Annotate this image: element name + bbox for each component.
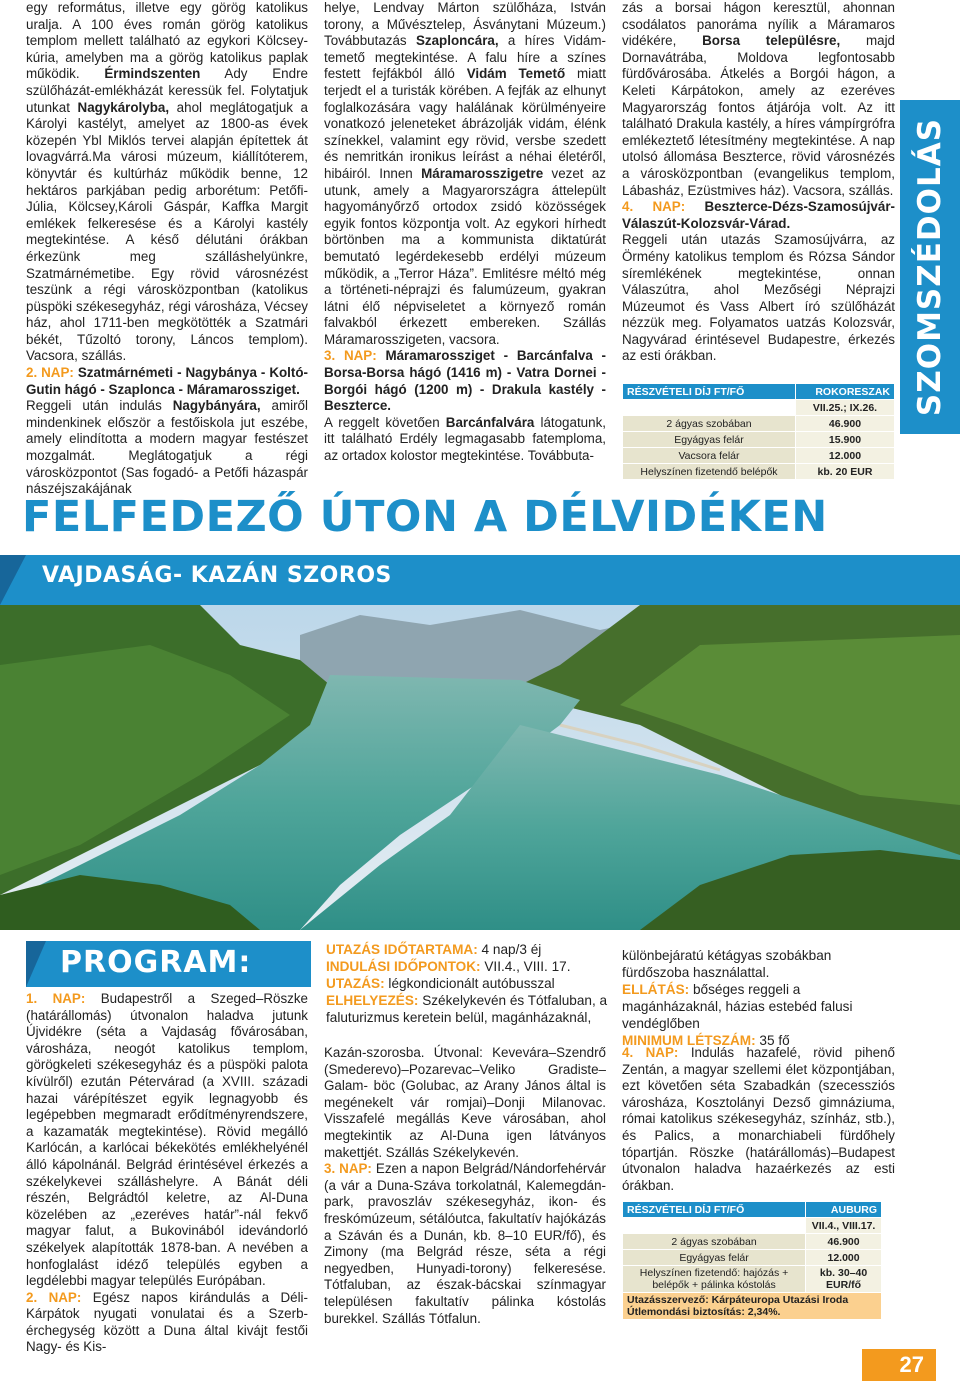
table-row-value: 46.900 xyxy=(806,1234,882,1250)
text-segment: egy református, illetve egy görög katolikus uralja. A 100 éves román görög katolikus templom mellett található az egykori Kölcsey-kúria, amelyben ma a görög katolikus paplak működik. xyxy=(26,0,308,82)
day-number: 3. NAP: xyxy=(324,348,377,364)
text-segment: Budapestről a Szeged–Röszke (határállomás) útvonalon haladva jutunk Újvidékre (séta a Vajdaság fővárosában, városháza, neogót katolikus templom, görögkeleti székesegyház és a püspöki palota kívülről) ezután Pétervárad (a XVIII. századi hazai várépítészet egyik legnagyobb és legépebben megmaradt erődítményrendszere, a kazamaták megtekintése). Rövid megálló Karlócán, a karlócai békekötés emlékhelyénél álló kápolnánál. Belgrád érintésével érkezés a székelykevei szálláshelyre. A Bánát déli részén, Belgrádtól keletre, az Al-Duna közelében az „ezeréves határ”-nál fekvő magyar falut, a Bukovinából idevándorló székelyek alapították 1878-ban. A nevében a honfoglalást idéző település egyben a legdélebbi magyar település Európában. xyxy=(26,991,309,1289)
table-note: Utazásszervező: Kárpáteuropa Utazási Iroda Útlemondási biztosítás: 2,34%. xyxy=(623,1293,882,1320)
table-header-label: RÉSZVÉTELI DÍJ FT/FŐ xyxy=(623,384,796,400)
bottom-column-1 xyxy=(26,991,308,1356)
place-name: Érmindszenten xyxy=(104,66,201,82)
text-segment: látogatunk, itt található Erdély legmagasabb fatemploma, az ortadox kolostor megtekintése. Továbbuta- xyxy=(324,414,606,464)
info-value: légkondicionált autóbusszal xyxy=(384,976,555,991)
table-dates: VII.25.; IX.26. xyxy=(795,400,894,416)
text-segment: miatt terjedt el a turisták körében. A fejfák az elhunyt foglalkozására vagy halálának körülményeire vonatkozó jeleneteket ábrázolják vidám, élénk színekkel, valamint egy rövid, versbe szedett és nemritkán ironikus leírást a néhai életéről, hibáiról. Innen xyxy=(324,66,606,181)
text-segment: Reggeli után utazás Szamosújvárra, az Örmény katolikus templom és Rózsa Sándor síremlékének megtekintése, onnan Válaszútra, ahol Mezőségi Néprajzi Múzeumot és Vass Albert író szülőházát nézzük meg. Folyamatos uatzás Kolozsvár, Nagyvárad érintésevel Budapestre, érkezés az esti órákban. xyxy=(622,232,895,364)
info-key: ELHELYEZÉS: xyxy=(326,993,419,1008)
day-number: 2. NAP: xyxy=(26,1289,82,1305)
table-row-label: Vacsora felár xyxy=(623,448,796,464)
table-row xyxy=(623,464,895,480)
day-number: 2. NAP: xyxy=(26,365,74,381)
table-dates: VII.4., VIII.17. xyxy=(806,1218,882,1234)
table-row xyxy=(623,448,895,464)
info-key: UTAZÁS: xyxy=(326,976,385,991)
info-value: Székelykevén és Tótfaluban, a faluturizmus keretein belül, magánházaknál, xyxy=(326,993,608,1025)
info-value: különbejáratú kétágyas szobákban fürdőszoba használattal. xyxy=(622,948,832,980)
text-segment: A reggelt követően xyxy=(324,414,446,430)
band-fold-tip-decoration xyxy=(0,555,26,605)
table-row xyxy=(623,1266,882,1293)
info-value: 4 nap/3 éj xyxy=(477,942,542,957)
table-row xyxy=(623,1218,882,1234)
text-segment: ahol meglátogatjuk a Károlyi kastélyt, amelyet az 1800-as évek közepén Ybl Miklós tervei alapján építettek át lovagvárrá.Ma városi múzeum, kiállítóterem, könyvtár és kultúrház működik benne, 12 hektáros parkjában pedig arborétum: Petőfi-Júlia, Kölcsey,Károli Gáspár, Kaffka Margit emlékek felkeresése és a Károlyi kastély megtekintése. A késő délutáni órákban érkezünk meg szálláshelyünkre, Szatmárnémetibe. Egy rövid városnézést teszünk a régi városközpontban (katolikus püspöki székesegyház, régi városháza, Vécsey ház, ahol 1711-ben megkötötték a Szatmári békét, Tűzoltó torony, Láncos templom). Vacsora, szállás. xyxy=(26,99,308,364)
info-key: INDULÁSI IDŐPONTOK: xyxy=(326,959,481,974)
info-value: VII.4., VIII. 17. xyxy=(480,959,571,974)
text-segment: Reggeli után indulás xyxy=(26,398,173,414)
top-column-1 xyxy=(26,0,308,498)
table-note-row xyxy=(623,1293,882,1320)
text-segment: zás a borsai hágon keresztül, ahonnan csodálatos panoráma nyílik a Máramaros vidékére, xyxy=(622,0,895,49)
trip-info-box xyxy=(326,941,611,1026)
text-segment: Ady Endre szülőházát-emlékházát keressük fel. Folytatjuk utunkat xyxy=(26,66,308,115)
table-row xyxy=(623,432,895,448)
day-number: 1. NAP: xyxy=(26,991,86,1006)
table-row-label: Helyszínen fizetendő belépők xyxy=(623,464,796,480)
bottom-column-3 xyxy=(622,1045,895,1194)
section-side-tab-label: SZOMSZÉDOLÁS xyxy=(912,117,948,417)
page-subtitle: VAJDASÁG- KAZÁN SZOROS xyxy=(42,563,392,588)
program-heading: PROGRAM: xyxy=(60,945,252,980)
section-side-tab xyxy=(900,100,960,434)
table-row xyxy=(623,416,895,432)
place-name: Nagybányára, xyxy=(172,398,261,414)
price-table-2 xyxy=(622,1201,882,1320)
table-row-label: 2 ágyas szobában xyxy=(623,416,796,432)
top-column-3 xyxy=(622,0,895,365)
landscape-photo xyxy=(0,605,960,930)
day-heading xyxy=(26,365,308,398)
info-key: UTAZÁS IDŐTARTAMA: xyxy=(326,942,478,957)
program-fold-decoration xyxy=(26,941,46,987)
day-heading xyxy=(622,199,895,232)
text-segment: amiről mindenkinek először a festőiskola jut eszébe, amely elindította a modern magyar festészet mozgalmát. Meglátogatjuk a régi városközpontot (Sas fogadó- a Petőfi házaspár nászéjszakájának xyxy=(26,398,308,497)
text-segment: Egész napos kirándulás a Déli-Kárpátok nyugati vonulatai és a Szerb-érchegység között a Duna által kivájt festői Nagy- és Kis- xyxy=(26,1289,308,1355)
text-segment: vezet az utunk, amely a Magyarországra áttelepült hagyományőrző ortodox zsidó közösségek egyik fontos központja volt. Az egykori hírhedt börtönben ma a kommunista diktatúrát bemutató legérdekesebb erdélyi múzeum működik, a „Terror Háza”. Emlitésre méltó még a történeti-néprajzi és falumúzeum, gyakran látni élő népviseletet a környező román falvakból érkezett embereken. Szállás Máramarosszigeten, vacsora. xyxy=(324,165,606,347)
place-name: Szaploncára, xyxy=(415,33,499,49)
table-row-label: Egyágyas felár xyxy=(623,432,796,448)
price-table-1 xyxy=(622,383,895,480)
table-header-code: ROKORESZAK xyxy=(795,384,894,400)
page-title: FELFEDEZŐ ÚTON A DÉLVIDÉKEN xyxy=(22,492,828,542)
table-row xyxy=(623,400,895,416)
text-segment: majd Dornavátrába, Moldova legfontosabb fürdővárosába. Átkelés a Borgói hágon, a Keleti Kárpátokon, amely az ezeréves Magyarország fontos átjárója volt. Az itt található Drakula kastély, a híres vámpírgrófra emlékeztető létesítmény megtekintése. A nap utolsó állomása Beszterce, rövid városnézés a városközpontban (evangelikus templom, Lábasház, Ezüstmives ház). Vacsora, szállás. xyxy=(622,33,896,198)
day-number: 3. NAP: xyxy=(324,1161,372,1177)
table-row xyxy=(623,1250,882,1266)
info-value: bőséges reggeli a magánházaknál, házias estebéd falusi vendéglőben xyxy=(622,982,853,1031)
table-row xyxy=(623,1234,882,1250)
table-row-value: 15.900 xyxy=(795,432,894,448)
day-title: Beszterce-Dézs-Szamosújvár-Válaszút-Kolozsvár-Várad. xyxy=(622,199,895,231)
text-segment: a híres Vidám-temető megtekintése. A falu híre a színes festett fejfákból álló xyxy=(324,33,606,82)
river-gorge-image xyxy=(0,605,960,930)
place-name: Vidám Temető xyxy=(466,66,566,82)
table-row-value: kb. 30–40 EUR/fő xyxy=(806,1266,882,1293)
table-row-label: 2 ágyas szobában xyxy=(623,1234,806,1250)
day-title: Szatmárnémeti - Nagybánya - Koltó-Gutin hágó - Szaplonca - Máramarossziget. xyxy=(26,365,308,397)
place-name: Nagykárolyba, xyxy=(77,99,170,115)
table-row-label: Helyszínen fizetendő: hajózás + belépők + pálinka kóstolás xyxy=(623,1266,806,1293)
table-header-row xyxy=(623,1202,882,1218)
top-column-2 xyxy=(324,0,606,465)
day-title: Máramarossziget - Barcánfalva - Borsa-Borsa hágó (1416 m) - Vatra Dornei - Borgói hágó (1200 m) - Drakula kastély - Beszterce. xyxy=(324,348,606,414)
table-row-label: Egyágyas felár xyxy=(623,1250,806,1266)
table-header-label: RÉSZVÉTELI DÍJ FT/FŐ xyxy=(623,1202,806,1218)
table-header-row xyxy=(623,384,895,400)
text-segment: Kazán-szorosba. Útvonal: Kevevára–Szendrő (Smederevo)–Pozarevac–Veliko Gradiste–Galam- böc (Golubac, az Arany János által is megénekelt vár romjai)–Donji Milanovac. Visszafelé megállás Keve városában, ahol megtekintik az Al-Duna igen látványos makettjét. Szállás Székelykevén. xyxy=(324,1045,606,1160)
info-key: MINIMUM LÉTSZÁM: xyxy=(622,1033,756,1048)
table-row-value: 46.900 xyxy=(795,416,894,432)
page-number: 27 xyxy=(862,1349,936,1381)
text-segment: helye, Lendvay Márton szülőháza, István torony, a Művésztelep, Ásványtani Múzeum.) Továbbutazás xyxy=(324,0,606,49)
place-name: Máramarosszigetre xyxy=(421,165,544,181)
trip-info-box-continued xyxy=(622,947,895,1049)
day-heading xyxy=(324,348,606,414)
text-segment: Ezen a napon Belgrád/Nándorfehérvár (a vár a Duna-Száva torkolatnál, Kalemegdán-park, pravoszláv székesegyház, ikon- és freskómúzeum, sétálóutca, fakultatív hajókázás a Száván és a Dunán, kb. 8–10 EUR/fő), és Zimony (ma Belgrád része, séta a régi negyedben, Hunyadi-torony) felkeresése. Tótfaluban, az észak-bácskai színmagyar településen fakultatív pálinka kóstolás burekkel. Szállás Tótfalun. xyxy=(324,1161,606,1326)
table-row-value: 12.000 xyxy=(795,448,894,464)
place-name: Barcánfalvára xyxy=(445,414,535,430)
day-number: 4. NAP: xyxy=(622,1045,679,1060)
bottom-column-2 xyxy=(324,1045,606,1327)
table-row-value: 12.000 xyxy=(806,1250,882,1266)
table-row-value: kb. 20 EUR xyxy=(795,464,894,480)
table-header-code: AUBURG xyxy=(806,1202,882,1218)
info-value: 35 fő xyxy=(755,1033,790,1048)
text-segment: Indulás hazafelé, rövid pihenő Zentán, a magyar szellemi élet központjában, ezt követően séta Szabadkán (szecessziós városháza, Kosztolányi Dezső gimnáziuma, római katolikus székesegyház, színház, stb.), és Palics, a monarchiabeli fürdőhely tópartján. Röszke (határállomás)–Budapest útvonalon haladva hazaérkezés az esti órákban. xyxy=(622,1045,895,1193)
info-key: ELLÁTÁS: xyxy=(622,982,690,997)
day-number: 4. NAP: xyxy=(622,199,686,215)
place-name: Borsa településre, xyxy=(702,33,841,49)
